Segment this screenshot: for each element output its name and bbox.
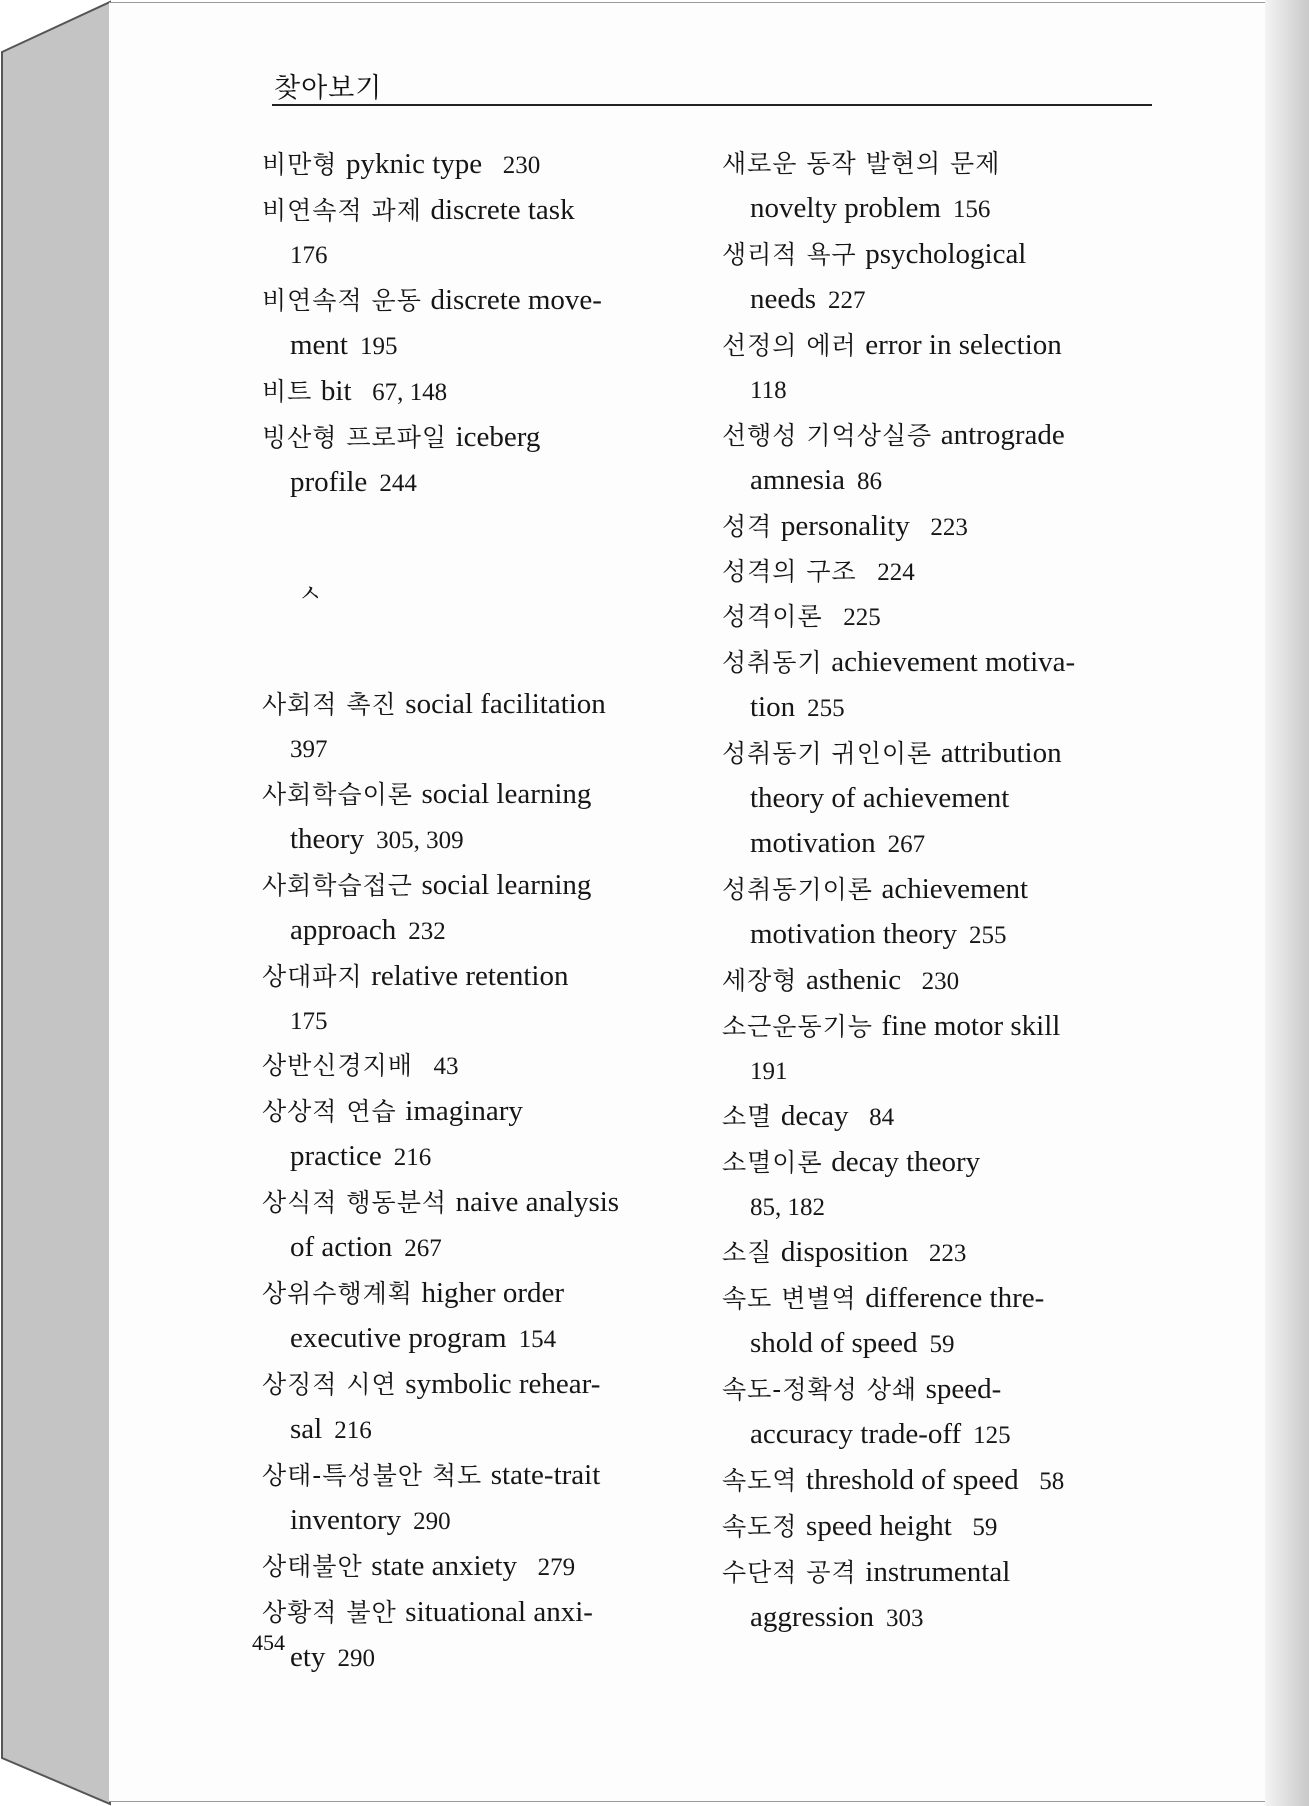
index-entry: 소멸 decay 84: [722, 1100, 895, 1132]
index-entry: 선정의 에러 error in selection 118: [722, 329, 1062, 404]
index-entry: 속도-정확성 상쇄 speed- accuracy trade-off 125: [722, 1373, 1011, 1450]
index-column-left: [262, 142, 732, 1681]
index-entry: 상식적 행동분석 naive analysis of action 267: [262, 1186, 620, 1263]
index-entry: 상태-특성불안 척도 state-trait inventory 290: [262, 1459, 601, 1536]
index-entry: 상태불안 state anxiety 279: [262, 1550, 576, 1582]
index-entry: 속도역 threshold of speed 58: [722, 1464, 1065, 1496]
index-entry: 새로운 동작 발현의 문제 novelty problem 156: [722, 149, 1001, 224]
index-entry: 성격 personality 223: [722, 510, 968, 542]
index-entry: 세장형 asthenic 230: [722, 964, 960, 996]
page-number: 454: [252, 1630, 285, 1655]
index-entry: 상대파지 relative retention 175: [262, 960, 569, 1035]
index-entry: 성격의 구조 224: [722, 557, 915, 586]
index-entry: 속도정 speed height 59: [722, 1510, 998, 1542]
index-entry: 소근운동기능 fine motor skill 191: [722, 1010, 1061, 1085]
index-entry: 상위수행계획 higher order executive program 154: [262, 1277, 565, 1354]
index-entry: 사회학습이론 social learning theory 305, 309: [262, 778, 592, 855]
index-entry: 비트 bit 67, 148: [262, 375, 448, 407]
header-rule: [272, 104, 1152, 106]
index-entry: 성취동기 achievement motiva- tion 255: [722, 646, 1076, 723]
index-entry: 선행성 기억상실증 antrograde amnesia 86: [722, 419, 1065, 496]
index-entry: 수단적 공격 instrumental aggression 303: [722, 1556, 1011, 1633]
index-entry: 빙산형 프로파일 iceberg profile 244: [262, 421, 541, 498]
running-head: 찾아보기: [274, 73, 383, 104]
index-entry: 소멸이론 decay theory 85, 182: [722, 1146, 981, 1221]
page-edge-shadow: [1265, 0, 1309, 1806]
index-column-right: [722, 142, 1172, 1641]
index-entry: 상반신경지배 43: [262, 1051, 459, 1080]
index-entry: 비연속적 운동 discrete move- ment 195: [262, 284, 602, 361]
index-entry: 상상적 연습 imaginary practice 216: [262, 1095, 523, 1172]
index-entry: 성격이론 225: [722, 602, 881, 631]
index-entry: 비연속적 과제 discrete task 176: [262, 194, 575, 269]
index-entry: 성취동기이론 achievement motivation theory 255: [722, 873, 1029, 950]
index-entry: 비만형 pyknic type 230: [262, 148, 541, 180]
index-entry: 상황적 불안 situational anxi- ety 290: [262, 1596, 593, 1673]
index-entry: 사회적 촉진 social facilitation 397: [262, 688, 606, 763]
section-letter: ㅅ: [298, 579, 323, 608]
index-entry: 생리적 욕구 psychological needs 227: [722, 238, 1027, 315]
index-entry: 성취동기 귀인이론 attribution theory of achievement motivation 267: [722, 737, 1062, 859]
book-spine-side: [0, 0, 112, 1806]
index-entry: 속도 변별역 difference thre- shold of speed 59: [722, 1282, 1045, 1359]
index-entry: 상징적 시연 symbolic rehear- sal 216: [262, 1368, 601, 1445]
index-entry: 사회학습접근 social learning approach 232: [262, 869, 592, 946]
index-entry: 소질 disposition 223: [722, 1236, 967, 1268]
